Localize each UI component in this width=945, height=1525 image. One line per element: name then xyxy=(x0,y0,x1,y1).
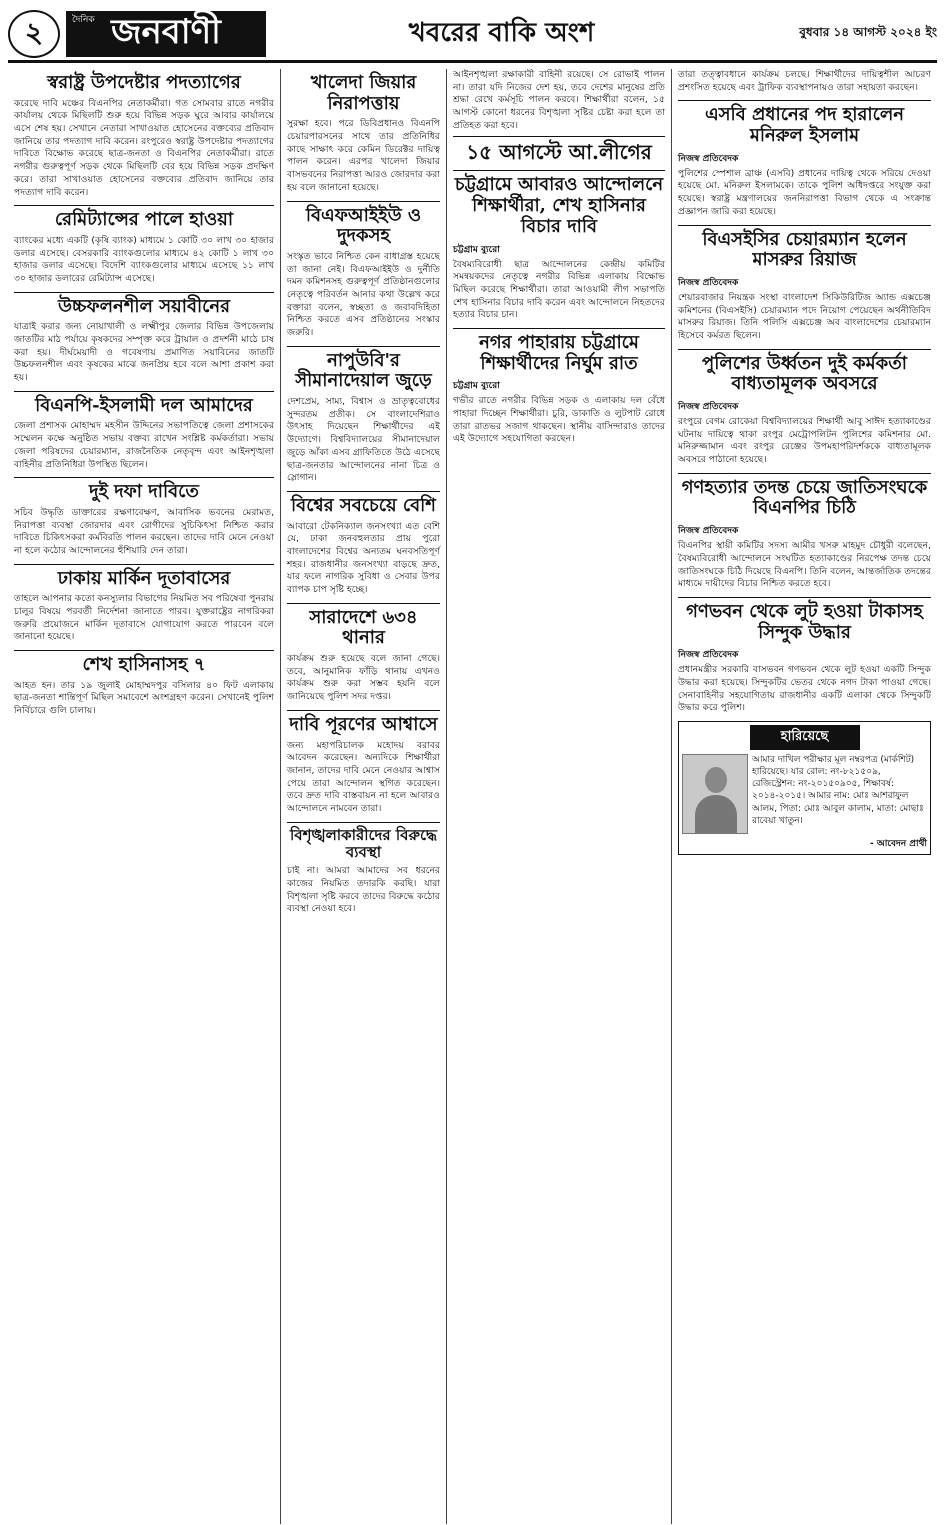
story-text: চাই না। আমরা আমাদের সব ধরনের কাজের নিয়মিত তদারকি করছি। যারা বিশৃঙ্খলা সৃষ্টি করবে তাদের বিরুদ্ধে কঠোর ব্যবস্থা নেওয়া হবে। xyxy=(287,865,440,915)
story-text: আবারো টেকনিক্যাল জনসংখ্যা এত বেশি যে, ঢাকা জনবহুলতার প্রায় পুরো বাংলাদেশের বিশ্বের অন্যতম ঘনবসতিপূর্ণ শহর। রাজধানীর জনসংখ্যা বাড়ছে দ্রুত, যার ফলে নাগরিক সুবিধা ও সেবার উপর ব্যাপক চাপ সৃষ্টি হচ্ছে। xyxy=(287,520,440,595)
story-text: দেশপ্রেম, সাম্য, বিশ্বাস ও ভ্রাতৃত্ববোধের সুন্দরতম প্রতীক। সে বাংলাদেশিরাও উৎসাহ দিয়েছেন শিক্ষার্থীদের এই উদ্যোগে। বিশ্ববিদ্যালয়ের সীমানাদেয়াল জুড়ে আঁকা এসব গ্রাফিতিতে উঠে এসেছে ছাত্র-জনতার আন্দোলনের নানা চিত্র ও স্লোগান। xyxy=(287,396,440,484)
headline: দুই দফা দাবিতে xyxy=(14,477,274,503)
story-text: বিএনপির স্থায়ী কমিটির সদস্য আমীর খসরু মাহমুদ চৌধুরী বলেছেন, বৈষম্যবিরোধী আন্দোলনে সংঘটিত হত্যাকাণ্ডের নিরপেক্ষ তদন্ত চেয়ে জাতিসংঘকে চিঠি দিয়েছে বিএনপি। তিনি বলেন, আন্তর্জাতিক তদন্তের মাধ্যমে দায়ীদের বিচার নিশ্চিত করতে হবে। xyxy=(678,540,931,590)
photo-torso-shape xyxy=(695,795,737,833)
headline: উচ্চফলনশীল সয়াবীনের xyxy=(14,292,274,318)
story xyxy=(678,69,931,94)
headline: বিএনপি-ইসলামী দল আমাদের xyxy=(14,391,274,417)
story xyxy=(678,225,931,343)
story-text: আহত হন। তার ১৯ জুলাই মোহাম্মদপুর বসিলার ৪০ ফিট এলাকায় ছাত্র-জনতা শান্তিপূর্ণ মিছিল সমাবেশে অংশগ্রহণ করেন। সেখানেই পুলিশ নির্বিচারে গুলি চালায়। xyxy=(14,679,274,717)
section-title: খবরের বাকি অংশ xyxy=(408,18,595,48)
headline: স্বরাষ্ট্র উপদেষ্টার পদত্যাগের xyxy=(47,72,241,93)
story xyxy=(287,346,440,485)
byline: নিজস্ব প্রতিবেদক xyxy=(678,402,739,412)
story xyxy=(678,597,931,715)
story-text: তাহলে আপনার কতো কনস্যুলার বিভাগের নিয়মিত সব পরিষেবা পুনরায় চালুর বিষয়ে পরবর্তী নির্দেশনা জানাতে পারব। যুক্তরাষ্ট্রের নাগরিকরা জরুরি প্রয়োজনে মার্কিন দূতাবাসে যোগাযোগ করতে পারবেন বলে জানানো হয়েছে। xyxy=(14,593,274,643)
logo-prefix: দৈনিক xyxy=(72,15,95,25)
story-text: বৈষম্যবিরোধী ছাত্র আন্দোলনের কেন্দ্রীয় কমিটির সমন্বয়কদের নেতৃত্বে নগরীর বিভিন্ন এলাকায় বিক্ষোভ মিছিল করেছে শিক্ষার্থীরা। তারা আওয়ামী লীগ সভাপতি শেখ হাসিনার বিচার দাবি করেন এবং আন্দোলনে নিহতদের হত্যার বিচার চান। xyxy=(453,258,665,321)
story-text: ব্যাংকের মধ্যে একটি (কৃষি ব্যাংক) মাধ্যমে ১ কোটি ৩০ লাখ ৩০ হাজার ডলার এসেছে। বেসরকারি ব্যাংকগুলোর মাধ্যমে ৪২ কোটি ১ লাখ ৩০ হাজার ডলার এসেছে। বিদেশি ব্যাংকগুলোর মাধ্যমে এসেছে ১১ লাখ ৩০ হাজার ডলারের রেমিট্যান্স এসেছে। xyxy=(14,234,274,284)
story-text: প্রধানমন্ত্রীর সরকারি বাসভবন গণভবন থেকে লুট হওয়া একটি সিন্দুক উদ্ধার করা হয়েছে। সিন্দুকটির ভেতর থেকে নগদ টাকা পাওয়া গেছে। সেনাবাহিনীর সহযোগিতায় রাজধানীর একটি এলাকা থেকে সিন্দুকটি উদ্ধার করে পুলিশ। xyxy=(678,664,931,714)
headline: পুলিশের উর্ধ্বতন দুই কর্মকর্তা বাধ্যতামূলক অবসরে xyxy=(678,349,931,395)
story-text: শেয়ারবাজার নিয়ন্ত্রক সংস্থা বাংলাদেশ সিকিউরিটিজ অ্যান্ড এক্সচেঞ্জ কমিশনের (বিএসইসি) চেয়ারম্যান পদে নিয়োগ পেয়েছেন অর্থনীতিবিদ মাসরুর রিয়াজ। তিনি পলিসি এক্সচেঞ্জ অব বাংলাদেশের চেয়ারম্যান হিসেবে কর্মরত ছিলেন। xyxy=(678,291,931,341)
byline: নিজস্ব প্রতিবেদক xyxy=(678,153,739,164)
story-text: জন্য মহাপরিচালক মহোদয় বরাবর আবেদন করেছেন। অন্যদিকে শিক্ষার্থীরা জানান, তাদের দাবি মেনে নেওয়ার আশ্বাস পেয়ে তারা আন্দোলন স্থগিত করেছেন। তবে দ্রুত দাবি বাস্তবায়ন না হলে আবারও আন্দোলনে নামবেন তারা। xyxy=(287,739,440,814)
dateline: বুধবার ১৪ আগস্ট ২০২৪ ইং xyxy=(799,25,937,39)
story-text: যাত্রাই করার জন্য নোয়াখালী ও লক্ষ্মীপুর জেলার বিভিন্ন উপজেলায় জাতটির মাঠ পর্যায়ে কৃষকদের সম্পৃক্ত করে ট্রায়াল ও প্রদর্শনী মাঠে চাষ করা হয়। দীর্ঘমেয়াদী ও গবেষণায় প্রমাণিত সয়াবিনের জাতটি উচ্চফলনশীল এবং কৃষকের মাঝে জনপ্রিয় হবে বলে আশা প্রকাশ করা হয়। xyxy=(14,321,274,384)
lost-notice-content xyxy=(682,754,927,834)
story-text: সংস্কৃত ভাবে নিশ্চিত কেন বাধাগ্রস্ত হয়েছে তা জানা নেই। বিএফআইইউ ও দুর্নীতি দমন কমিশনসহ গুরুত্বপূর্ণ প্রতিষ্ঠানগুলোর নেতৃত্বে পরিবর্তন আনার কথা উল্লেখ করে বক্তারা বলেন, স্বচ্ছতা ও জবাবদিহিতা নিশ্চিত করতে এসব প্রতিষ্ঠানের সংস্কার জরুরি। xyxy=(287,250,440,338)
story-text: সুরক্ষা হবে। পরে ডিবিপ্রধানও বিএনপি চেয়ারপারসনের সাথে তার প্রতিনিধির কাছে সাক্ষাৎ করে কেমিন ডিরেক্টর দায়িত্ব পালন করেন। এরপর খালেদা জিয়ার বাসভবনের নিরাপত্তা আরও জোরদার করা হয় বলে জানানো হয়েছে। xyxy=(287,118,440,193)
byline: নিজস্ব প্রতিবেদক xyxy=(678,526,739,537)
headline: নগর পাহারায় চট্টগ্রামে শিক্ষার্থীদের নির্ঘুম রাত xyxy=(453,328,665,374)
newspaper-logo xyxy=(66,11,266,57)
story-text: পুলিশের স্পেশাল ব্রাঞ্চ (এসবি) প্রধানের দায়িত্ব থেকে সরিয়ে দেওয়া হয়েছে মো. মনিরুল ইসলামকে। তাকে পুলিশ অধিদপ্তরে সংযুক্ত করা হয়েছে। স্বরাষ্ট্র মন্ত্রণালয়ের জননিরাপত্তা বিভাগ থেকে এ সংক্রান্ত প্রজ্ঞাপন জারি করা হয়েছে। xyxy=(678,167,931,217)
story-text: রংপুরে বেগম রোকেয়া বিশ্ববিদ্যালয়ের শিক্ষার্থী আবু সাঈদ হত্যাকাণ্ডের ঘটনায় দায়িত্বে থাকা রংপুর মেট্রোপলিটন পুলিশের কমিশনার মো. মনিরুজ্জামান এবং রংপুর রেঞ্জের উপমহাপরিদর্শককে বাধ্যতামূলক অবসরে পাঠানো হয়েছে। xyxy=(678,416,931,466)
story xyxy=(678,100,931,218)
story xyxy=(287,603,440,704)
story xyxy=(287,822,440,916)
column-2 xyxy=(280,69,446,1524)
byline: চট্টগ্রাম ব্যুরো xyxy=(453,381,500,392)
story-text: জেলা প্রশাসক মোহাম্মদ মহসীন উদ্দিনের সভাপতিত্বে জেলা প্রশাসকের সম্মেলন কক্ষে অনুষ্ঠিত সভায় বক্তব্য রাখেন সংশ্লিষ্ট কর্মকর্তারা। সভায় জেলা পরিষদের চেয়ারম্যান, রাজনৈতিক নেতৃবৃন্দ এবং আইনশৃঙ্খলা বাহিনীর প্রতিনিধিরা উপস্থিত ছিলেন। xyxy=(14,420,274,470)
byline: নিজস্ব প্রতিবেদক xyxy=(678,277,739,288)
headline: খালেদা জিয়ার নিরাপত্তায় xyxy=(310,72,417,114)
headline: নাপুউবি'র সীমানাদেয়াল জুড়ে xyxy=(287,346,440,392)
story xyxy=(14,205,274,285)
story xyxy=(453,170,665,322)
story-text: কার্যক্রম শুরু হয়েছে বলে জানা গেছে। তবে, আনুমানিক ফাঁড়ি থানায় এখনও কার্যক্রম শুরু করা সম্ভব হয়নি বলে জানিয়েছে পুলিশ সদর দপ্তর। xyxy=(287,653,440,703)
headline: চট্টগ্রামে আবারও আন্দোলনে শিক্ষার্থীরা, শেখ হাসিনার বিচার দাবি xyxy=(453,170,665,237)
headline: বিশৃঙ্খলাকারীদের বিরুদ্ধে ব্যবস্থা xyxy=(287,822,440,862)
story xyxy=(14,564,274,644)
story xyxy=(287,73,440,195)
logo-text: জনবাণী xyxy=(111,11,221,52)
headline: সারাদেশে ৬৩৪ থানার xyxy=(287,603,440,649)
headline: বিশ্বের সবচেয়ে বেশি xyxy=(287,491,440,517)
story-text: আইনশৃঙ্খলা রক্ষাকারী বাহিনী রয়েছে। সে রোভাই পালন না। তারা যদি নিজের দেশ হয়, তবে দেশের মানুষের প্রতি শ্রদ্ধা রেখে কর্মসূচি পালন করবে। শিক্ষার্থীরা বলেন, ১৫ আগস্ট কোনো ধরনের বিশৃঙ্খলা সৃষ্টির চেষ্টা করা হলে তা প্রতিহত করা হবে। xyxy=(453,69,665,131)
byline: নিজস্ব প্রতিবেদক xyxy=(678,650,739,661)
story xyxy=(14,650,274,718)
story-text: তারা তত্ত্বাবধানে কার্যক্রম চলছে। শিক্ষার্থীদের দায়িত্বশীল আচরণ প্রশংসিত হয়েছে এবং ট্রাফিক ব্যবস্থাপনায়ও তারা সহায়তা করছেন। xyxy=(678,69,931,93)
headline: রেমিট্যান্সের পালে হাওয়া xyxy=(14,205,274,231)
masthead xyxy=(8,8,937,63)
story-text: সচিব উদ্ধৃতি ডাক্তারের রক্ষণাবেক্ষণ, আবাসিক ভবনের মেরামত, নিরাপত্তা ব্যবস্থা জোরদার এবং রোগীদের সুচিকিৎসা নিশ্চিত করার দাবিতে চিকিৎসকরা কর্মবিরতি পালন করছেন। তাদের দাবি মেনে নেওয়া না হলে কঠোর আন্দোলনের হুঁশিয়ারি দেন তারা। xyxy=(14,506,274,556)
column-4 xyxy=(671,69,937,1524)
photo-head-shape xyxy=(705,767,727,793)
lost-notice-text: আমার দাখিল পরীক্ষার মূল নম্বরপত্র (মার্কশিট) হারিয়েছে। যার রোল: নং-৮২১৫০৯, রেজিস্ট্রেশন: নং-২০১৫০৯০৫, শিক্ষাবর্ষ: ২০১৪-২০১৫। আমার নাম: মোঃ আশরাফুল আলম, পিতা: মোঃ আবুল কালাম, মাতা: মোছাঃ রাবেয়া খাতুন। xyxy=(752,755,924,826)
story xyxy=(14,73,274,199)
headline: বিএসইসির চেয়ারম্যান হলেন মাসরুর রিয়াজ xyxy=(678,225,931,271)
story xyxy=(14,477,274,557)
headline: গণভবন থেকে লুট হওয়া টাকাসহ সিন্দুক উদ্ধার xyxy=(678,597,931,643)
story xyxy=(287,491,440,597)
headline: এসবি প্রধানের পদ হারালেন মনিরুল ইসলাম xyxy=(678,100,931,146)
story xyxy=(14,292,274,385)
lost-notice-title: হারিয়েছে xyxy=(750,725,860,750)
story xyxy=(14,391,274,471)
headline: গণহত্যার তদন্ত চেয়ে জাতিসংঘকে বিএনপির চিঠি xyxy=(678,473,931,519)
column-3 xyxy=(446,69,671,1524)
byline: চট্টগ্রাম ব্যুরো xyxy=(453,244,500,255)
columns xyxy=(8,69,937,1524)
story xyxy=(287,201,440,340)
story-text: গভীর রাতে নগরীর বিভিন্ন সড়ক ও এলাকায় দল বেঁধে পাহারা দিচ্ছেন শিক্ষার্থীরা। চুরি, ডাকাতি ও লুটপাট রোধে তারা রাতভর সজাগ থাকছেন। স্থানীয় বাসিন্দারাও তাদের এই উদ্যোগে সহযোগিতা করছেন। xyxy=(453,395,665,445)
story xyxy=(678,349,931,467)
story xyxy=(453,69,665,164)
story xyxy=(287,710,440,816)
headline: ১৫ আগস্টে আ.লীগের xyxy=(453,136,665,164)
headline: ঢাকায় মার্কিন দূতাবাসের xyxy=(14,564,274,590)
story xyxy=(678,473,931,591)
column-1 xyxy=(8,69,280,1524)
story-text: করেছে দাবি মঞ্চের বিএনপির নেতাকর্মীরা। গত সোমবার রাতে নগরীর কার্যালয় থেকে মিছিলটি শুরু হয়ে বিভিন্ন সড়ক ঘুরে আবার কার্যালয়ে এসে শেষ হয়। সেখানে নেতারা সাখাওয়াত হোসেনের বক্তব্যের প্রতিবাদ জানিয়ে তার পদত্যাগ দাবি করেন। রংপুরেও স্বরাষ্ট্র উপদেষ্টার পদত্যাগের দাবিতে বিক্ষোভ করেছে ছাত্র-জনতা ও বিএনপির নেতাকর্মীরা। রাতে নগরীর গুরুত্বপূর্ণ সড়ক থেকে মিছিলটি বের হয়ে বিভিন্ন সড়ক প্রদক্ষিণ করে। তারা সাখাওয়াত হোসেনের বক্তব্যের প্রতিবাদ জানিয়ে তার পদত্যাগ দাবি করেন। xyxy=(14,97,274,198)
page-number: ২ xyxy=(8,10,60,58)
lost-notice xyxy=(678,721,931,855)
person-photo xyxy=(682,754,748,834)
headline: বিএফআইইউ ও দুদকসহ xyxy=(287,201,440,247)
lost-notice-signature: - আবেদন প্রার্থী xyxy=(870,839,927,849)
headline: শেখ হাসিনাসহ ৭ xyxy=(14,650,274,676)
headline: দাবি পূরণের আশ্বাসে xyxy=(287,710,440,736)
story xyxy=(453,328,665,446)
